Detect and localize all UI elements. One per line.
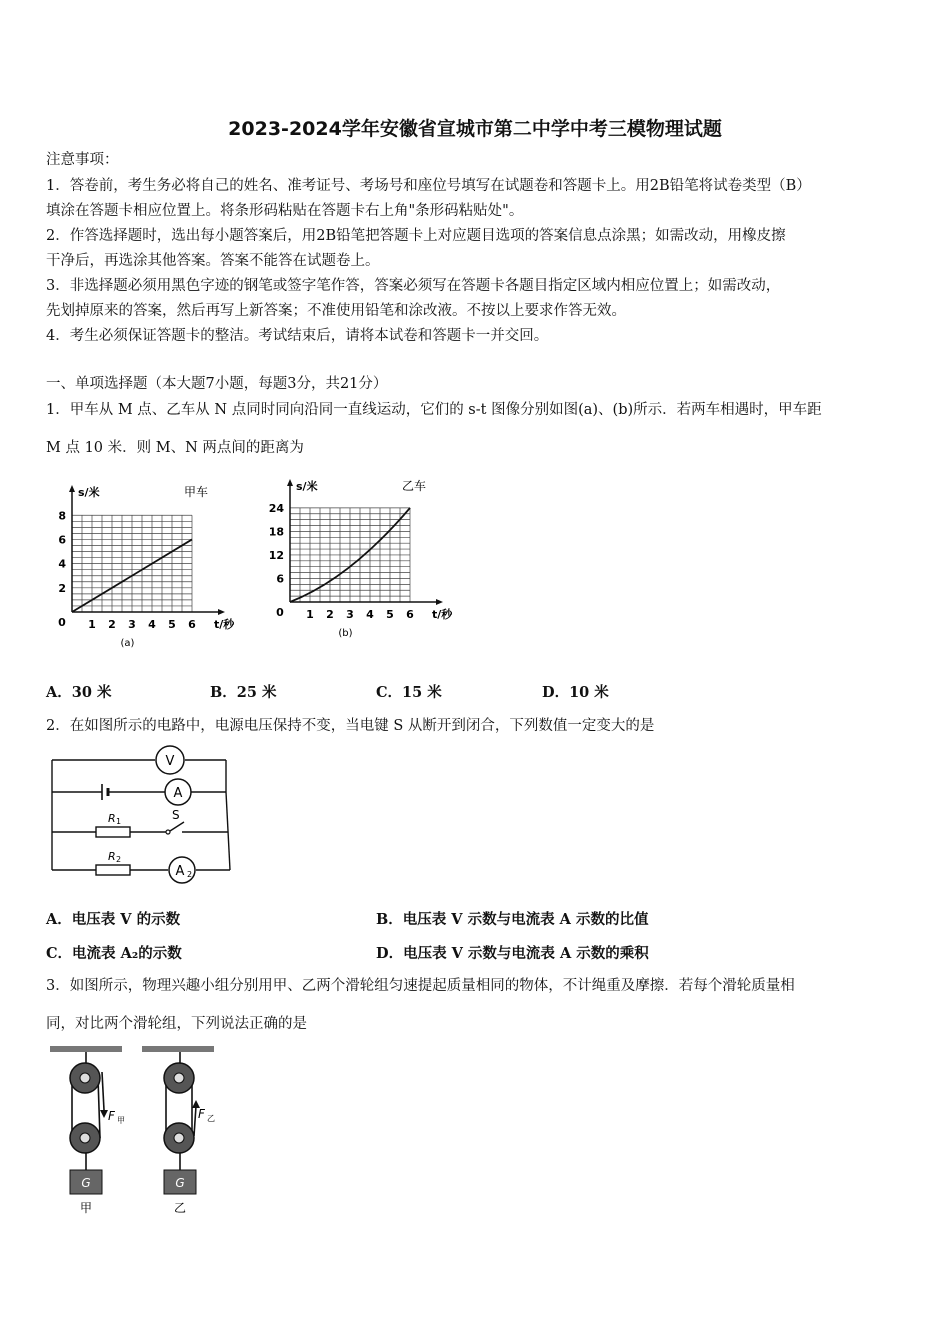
x-axis-arrow — [218, 609, 225, 615]
resistor-r2-icon — [96, 865, 130, 875]
chart-a — [58, 485, 235, 649]
q1-stem: M 点 10 米．则 M、N 两点间的距离为 — [46, 440, 304, 456]
chart-caption: (a) — [120, 638, 135, 649]
notice-line: 填涂在答题卡相应位置上。将条形码粘贴在答题卡右上角"条形码粘贴处"。 — [46, 203, 524, 219]
force-f-left-sub: 甲 — [117, 1116, 125, 1125]
resistor-r1-icon — [96, 827, 130, 837]
y-tick-label: 24 — [268, 501, 284, 515]
y-axis-arrow — [287, 479, 293, 486]
y-tick-label: 8 — [58, 509, 66, 523]
force-f-left: F — [108, 1109, 115, 1123]
x-axis-label: t/秒 — [432, 608, 453, 621]
q2-option-c[interactable]: C．电流表 A₂的示数 — [46, 945, 182, 962]
origin-label: 0 — [276, 606, 284, 619]
y-tick-label: 4 — [58, 557, 66, 571]
force-f-right: F — [198, 1107, 205, 1121]
y-tick-label: 2 — [58, 581, 66, 595]
r1-subscript: 1 — [116, 817, 122, 826]
notice-line: 3．非选择题必须用黑色字迹的钢笔或签字笔作答，答案必须写在答题卡各题目指定区域内相应位置上；如需改动， — [46, 278, 781, 294]
x-tick-label: 1 — [306, 608, 314, 621]
chart-title: 甲车 — [184, 485, 209, 499]
q1-graphs — [40, 478, 480, 668]
x-tick-label: 4 — [366, 608, 374, 621]
x-axis-arrow — [436, 599, 443, 605]
y-tick-label: 18 — [268, 525, 284, 539]
y-tick-label: 12 — [268, 548, 284, 562]
caption-left: 甲 — [79, 1201, 93, 1215]
r1-label: R — [108, 812, 116, 825]
x-tick-label: 3 — [346, 608, 354, 621]
q2-option-b[interactable]: B．电压表 V 示数与电流表 A 示数的比值 — [376, 911, 649, 928]
q1-option-a[interactable]: A．30 米 — [46, 684, 112, 701]
q1-option-b[interactable]: B．25 米 — [210, 684, 277, 701]
x-tick-label: 5 — [168, 618, 176, 631]
weight-left-label: G — [81, 1176, 91, 1190]
q2-option-a[interactable]: A．电压表 V 的示数 — [46, 911, 181, 928]
x-tick-label: 4 — [148, 618, 156, 631]
x-tick-label: 3 — [128, 618, 136, 631]
weight-right-label: G — [175, 1176, 185, 1190]
r2-label: R — [108, 850, 116, 863]
switch-icon — [166, 830, 170, 834]
switch-label: S — [172, 808, 180, 822]
y-axis-label: s/米 — [78, 486, 100, 499]
q1-stem: 1．甲车从 M 点、乙车从 N 点同时同向沿同一直线运动，它们的 s-t 图像分别如图(a)、(b)所示．若两车相遇时，甲车距 — [46, 402, 822, 418]
x-tick-label: 1 — [88, 618, 96, 631]
y-tick-label: 6 — [276, 572, 284, 586]
origin-label: 0 — [58, 616, 66, 629]
ammeter-label: A — [173, 786, 183, 801]
y-tick-label: 6 — [58, 533, 66, 547]
caption-right: 乙 — [173, 1201, 187, 1215]
q1-option-d[interactable]: D．10 米 — [542, 684, 609, 701]
q2-option-d[interactable]: D．电压表 V 示数与电流表 A 示数的乘积 — [376, 945, 649, 962]
q3-stem: 3．如图所示，物理兴趣小组分别用甲、乙两个滑轮组匀速提起质量相同的物体，不计绳重及摩擦．若每个滑轮质量相 — [46, 978, 795, 994]
ammeter2-label: A — [175, 864, 185, 879]
x-tick-label: 6 — [188, 618, 196, 631]
q2-circuit — [40, 742, 250, 884]
chart-title: 乙车 — [402, 479, 427, 493]
y-axis-arrow — [69, 485, 75, 492]
r2-subscript: 2 — [116, 855, 122, 864]
section-heading: 一、单项选择题（本大题7小题，每题3分，共21分） — [46, 376, 388, 392]
q1-option-c[interactable]: C．15 米 — [376, 684, 442, 701]
voltmeter-label: V — [165, 754, 175, 769]
notice-line: 2．作答选择题时，选出每小题答案后，用2B铅笔把答题卡上对应题目选项的答案信息点涂黑；如需改动，用橡皮擦 — [46, 228, 786, 244]
notice-line: 干净后，再选涂其他答案。答案不能答在试题卷上。 — [46, 253, 380, 269]
notice-line: 先划掉原来的答案，然后再写上新答案；不准使用铅笔和涂改液。不按以上要求作答无效。 — [46, 303, 626, 319]
arrow-down-icon — [100, 1110, 108, 1118]
x-tick-label: 2 — [108, 618, 116, 631]
y-axis-label: s/米 — [296, 480, 318, 493]
chart-caption: (b) — [338, 628, 353, 639]
notice-line: 1．答卷前，考生务必将自己的姓名、准考证号、考场号和座位号填写在试题卷和答题卡上。用2B铅笔将试卷类型（B） — [46, 178, 811, 194]
notice-line: 4．考生必须保证答题卡的整洁。考试结束后，请将本试卷和答题卡一并交回。 — [46, 328, 549, 344]
x-axis-label: t/秒 — [214, 618, 235, 631]
x-tick-label: 6 — [406, 608, 414, 621]
ceiling-left — [50, 1046, 122, 1052]
force-f-right-sub: 乙 — [207, 1114, 215, 1123]
x-tick-label: 2 — [326, 608, 334, 621]
ceiling-right — [142, 1046, 214, 1052]
x-tick-label: 5 — [386, 608, 394, 621]
page-title: 2023-2024学年安徽省宣城市第二中学中考三模物理试题 — [228, 118, 722, 140]
q3-pulleys — [40, 1042, 230, 1218]
q3-stem: 同，对比两个滑轮组，下列说法正确的是 — [46, 1016, 307, 1032]
q2-stem: 2．在如图所示的电路中，电源电压保持不变，当电键 S 从断开到闭合，下列数值一定变大的是 — [46, 718, 655, 734]
notice-heading: 注意事项： — [46, 152, 119, 168]
ammeter2-subscript: 2 — [187, 870, 193, 879]
chart-b — [269, 479, 454, 639]
